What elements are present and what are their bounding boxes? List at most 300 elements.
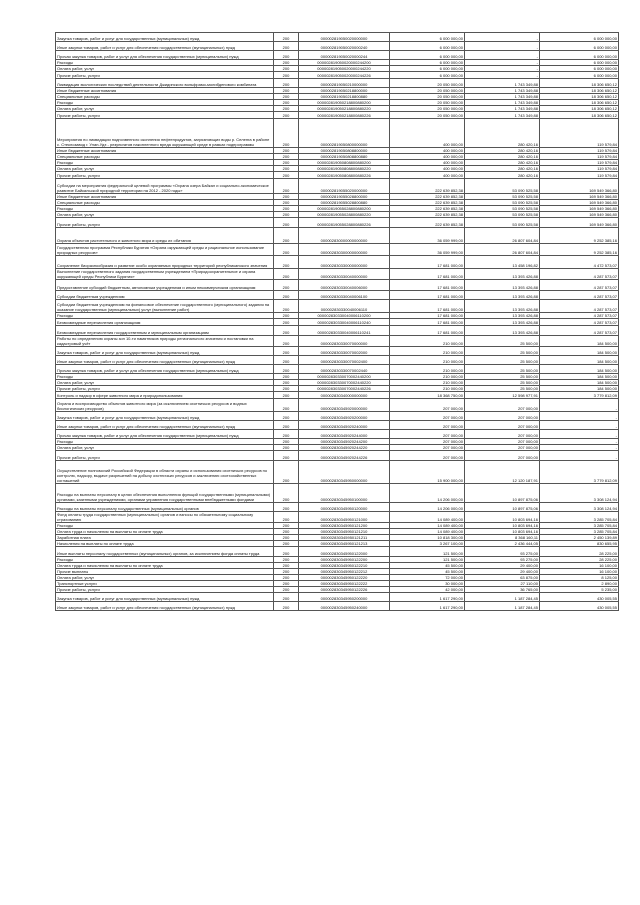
row-line-code: 200 (274, 347, 299, 356)
row-executed-amount: 13 393 426,88 (465, 319, 540, 326)
row-approved-amount: 45 500,00 (390, 569, 465, 575)
row-name: Субсидии бюджетным учреждениям (56, 291, 274, 300)
row-budget-classification-code: 000002819050020000240 (299, 42, 390, 51)
row-line-code: 200 (274, 392, 299, 399)
row-executed-amount: 25 500,00 (465, 356, 540, 365)
row-line-code: 200 (274, 72, 299, 79)
row-unexecuted-amount: 119 579,84 (540, 172, 619, 179)
row-approved-amount: 207 000,00 (390, 451, 465, 461)
row-line-code: 200 (274, 66, 299, 72)
row-unexecuted-amount: 4 472 573,07 (540, 256, 619, 269)
row-name: Прочие работы, услуги (56, 386, 274, 392)
row-budget-classification-code: 000002830330070000000 (299, 336, 390, 347)
row-line-code: 200 (274, 228, 299, 244)
row-line-code: 200 (274, 439, 299, 445)
row-line-code: 200 (274, 503, 299, 512)
row-executed-amount: 1 187 284,45 (465, 602, 540, 611)
row-approved-amount: 14 206 000,00 (390, 484, 465, 503)
row-line-code: 200 (274, 112, 299, 119)
row-line-code: 200 (274, 200, 299, 206)
row-line-code: 200 (274, 280, 299, 291)
row-executed-amount: 53 090 525,58 (465, 200, 540, 206)
row-unexecuted-amount: 169 549 366,80 (540, 179, 619, 194)
row-line-code: 200 (274, 326, 299, 336)
row-budget-classification-code: 000002819050800000000 (299, 119, 390, 148)
row-budget-classification-code: 000002819050210000000 (299, 79, 390, 88)
row-executed-amount: 53 090 525,58 (465, 218, 540, 228)
row-name: Иные закупки товаров, работ и услуг для обеспечения государственных (муниципальных) нужд (56, 42, 274, 51)
row-unexecuted-amount: 184 500,00 (540, 380, 619, 386)
row-executed-amount: - (465, 51, 540, 60)
row-approved-amount: 400 000,00 (390, 148, 465, 154)
row-line-code: 200 (274, 33, 299, 42)
row-budget-classification-code: 000002830345950122222 (299, 581, 390, 587)
row-budget-classification-code: 000002819055020000000 (299, 179, 390, 194)
table-row (56, 484, 619, 503)
row-line-code: 200 (274, 60, 299, 66)
row-line-code: 200 (274, 256, 299, 269)
row-budget-classification-code: 000002819050218800880220 (299, 106, 390, 112)
row-executed-amount: 1 743 349,88 (465, 106, 540, 112)
row-executed-amount: 13 393 426,88 (465, 280, 540, 291)
table-row (56, 412, 619, 421)
row-budget-classification-code: 000002830345950122226 (299, 587, 390, 593)
row-executed-amount: - (465, 72, 540, 79)
row-approved-amount: 14 089 400,00 (390, 512, 465, 523)
row-approved-amount: 6 000 000,00 (390, 72, 465, 79)
row-line-code: 200 (274, 313, 299, 319)
row-approved-amount: 400 000,00 (390, 119, 465, 148)
row-budget-classification-code: 000002830330000000000 (299, 256, 390, 269)
budget-report-sheet (55, 32, 617, 611)
row-executed-amount: 280 420,16 (465, 119, 540, 148)
row-name: Расходы (56, 313, 274, 319)
row-budget-classification-code: 000002819050218800880 (299, 94, 390, 100)
row-unexecuted-amount: 4 287 573,07 (540, 319, 619, 326)
row-unexecuted-amount: - (540, 451, 619, 461)
row-name: Закупка товаров, работ и услуг для государственных (муниципальных) нужд (56, 33, 274, 42)
row-line-code: 200 (274, 593, 299, 602)
row-approved-amount: 20 050 000,00 (390, 112, 465, 119)
row-name: Прочие работы, услуги (56, 451, 274, 461)
row-unexecuted-amount: 184 500,00 (540, 336, 619, 347)
row-approved-amount: 3 267 100,00 (390, 541, 465, 547)
row-approved-amount: 17 681 000,00 (390, 269, 465, 280)
table-row (56, 430, 619, 439)
row-name: Иные закупки товаров, работ и услуг для обеспечения государственных (муниципальных) нужд (56, 602, 274, 611)
table-row (56, 563, 619, 569)
row-name: Закупка товаров, работ и услуг для государственных (муниципальных) нужд (56, 412, 274, 421)
row-name: Фонд оплаты труда государственных (муниципальных) органов и взносы по обязательному социальному страхованию (56, 512, 274, 523)
row-name: Оплата труда и начисления на выплаты по оплате труда (56, 563, 274, 569)
row-line-code: 200 (274, 365, 299, 374)
row-budget-classification-code: 000002830345920240000 (299, 421, 390, 430)
row-name: Закупка товаров, работ и услуг для государственных (муниципальных) нужд (56, 593, 274, 602)
budget-execution-table (55, 32, 619, 611)
row-name: Иные бюджетные ассигнования (56, 148, 274, 154)
table-row (56, 512, 619, 523)
row-budget-classification-code: 000002830345950122210 (299, 563, 390, 569)
row-approved-amount: 210 000,00 (390, 380, 465, 386)
row-executed-amount: 10 803 694,16 (465, 512, 540, 523)
row-name: Мероприятия по ликвидации подпочвенного скопления нефтепродуктов, загрязняющих воды р. Селенга в районе с. Стеклозавод г. Улан-Удэ - результатов накопленного вреда окружающей среде в рамках подпрограммы (56, 119, 274, 148)
row-line-code: 200 (274, 119, 299, 148)
row-unexecuted-amount: 3 779 812,09 (540, 461, 619, 484)
row-unexecuted-amount: 184 500,00 (540, 386, 619, 392)
row-unexecuted-amount: 6 000 000,00 (540, 72, 619, 79)
table-row (56, 529, 619, 535)
row-executed-amount: 13 393 426,88 (465, 291, 540, 300)
table-row (56, 326, 619, 336)
row-line-code: 200 (274, 569, 299, 575)
table-row (56, 291, 619, 300)
row-unexecuted-amount: 18 306 650,12 (540, 79, 619, 88)
row-line-code: 200 (274, 269, 299, 280)
row-unexecuted-amount: 3 308 124,94 (540, 503, 619, 512)
row-executed-amount: 207 000,00 (465, 439, 540, 445)
row-unexecuted-amount: 4 287 573,07 (540, 280, 619, 291)
row-approved-amount: 400 000,00 (390, 172, 465, 179)
row-unexecuted-amount: - (540, 421, 619, 430)
row-line-code: 200 (274, 154, 299, 160)
row-unexecuted-amount: 4 287 573,07 (540, 300, 619, 313)
row-budget-classification-code: 000002830345950121210 (299, 529, 390, 535)
row-approved-amount: 17 681 000,00 (390, 291, 465, 300)
row-budget-classification-code: 000002830330070002440220 (299, 380, 390, 386)
row-executed-amount: 8 368 160,11 (465, 535, 540, 541)
row-executed-amount: 280 420,16 (465, 166, 540, 172)
table-row (56, 300, 619, 313)
row-unexecuted-amount: - (540, 399, 619, 412)
table-row (56, 119, 619, 148)
row-budget-classification-code: 000002819050020000244 (299, 51, 390, 60)
row-budget-classification-code: 000002830330070002440200 (299, 374, 390, 380)
row-unexecuted-amount: 830 655,95 (540, 541, 619, 547)
row-approved-amount: 6 000 000,00 (390, 60, 465, 66)
row-name: Расходы (56, 523, 274, 529)
row-unexecuted-amount: 430 005,55 (540, 602, 619, 611)
row-unexecuted-amount: 6 000 000,00 (540, 66, 619, 72)
row-line-code: 200 (274, 88, 299, 94)
row-executed-amount: 26 807 604,84 (465, 228, 540, 244)
row-budget-classification-code: 000002830330040006100 (299, 291, 390, 300)
row-unexecuted-amount: 430 005,55 (540, 593, 619, 602)
table-row (56, 79, 619, 88)
row-budget-classification-code: 000002830345950120000 (299, 503, 390, 512)
row-executed-amount: 25 500,00 (465, 374, 540, 380)
row-name: Заработная плата (56, 535, 274, 541)
row-unexecuted-amount: 119 579,84 (540, 148, 619, 154)
row-budget-classification-code: 000002830345950240000 (299, 602, 390, 611)
row-executed-amount: 12 598 977,91 (465, 392, 540, 399)
row-executed-amount: 2 436 444,05 (465, 541, 540, 547)
row-budget-classification-code: 000002830345950000000 (299, 461, 390, 484)
row-approved-amount: 207 000,00 (390, 421, 465, 430)
row-approved-amount: 400 000,00 (390, 154, 465, 160)
row-budget-classification-code: 000002830345950122000 (299, 547, 390, 557)
row-budget-classification-code: 000002819050020000000 (299, 33, 390, 42)
row-executed-amount: 280 420,16 (465, 154, 540, 160)
row-approved-amount: 20 050 000,00 (390, 88, 465, 94)
row-unexecuted-amount: 184 500,00 (540, 365, 619, 374)
row-line-code: 200 (274, 451, 299, 461)
row-approved-amount: 72 000,00 (390, 575, 465, 581)
row-executed-amount: 27 110,00 (465, 581, 540, 587)
row-name: Расходы (56, 374, 274, 380)
row-executed-amount: 26 807 604,84 (465, 244, 540, 256)
row-executed-amount: 93 275,00 (465, 557, 540, 563)
row-unexecuted-amount: - (540, 412, 619, 421)
row-approved-amount: 15 900 000,00 (390, 461, 465, 484)
row-unexecuted-amount: 18 306 650,12 (540, 100, 619, 106)
row-unexecuted-amount: 18 306 650,12 (540, 88, 619, 94)
row-name: Ликвидация экологических последствий деятельности Джидинского вольфрамо-молибденового комбината (56, 79, 274, 88)
row-approved-amount: 207 000,00 (390, 445, 465, 451)
row-line-code: 200 (274, 51, 299, 60)
table-row (56, 503, 619, 512)
table-row (56, 218, 619, 228)
row-approved-amount: 222 639 852,38 (390, 194, 465, 200)
row-name: Специальные расходы (56, 154, 274, 160)
row-name: Прочая закупка товаров, работ и услуг для обеспечения государственных (муниципальных) нужд (56, 51, 274, 60)
row-name: Транспортные услуги (56, 581, 274, 587)
row-line-code: 200 (274, 581, 299, 587)
row-budget-classification-code: 000002819055028800880226 (299, 218, 390, 228)
table-row (56, 547, 619, 557)
table-row (56, 244, 619, 256)
row-approved-amount: 1 617 290,00 (390, 602, 465, 611)
row-budget-classification-code: 000002819055028800000 (299, 194, 390, 200)
row-name: Закупка товаров, работ и услуг для государственных (муниципальных) нужд (56, 347, 274, 356)
table-row (56, 280, 619, 291)
row-approved-amount: 6 000 000,00 (390, 51, 465, 60)
row-executed-amount: 53 090 525,58 (465, 212, 540, 218)
row-line-code: 200 (274, 319, 299, 326)
row-budget-classification-code: 000002819050808800880 (299, 154, 390, 160)
row-budget-classification-code: 000002830330040006110240 (299, 319, 390, 326)
row-budget-classification-code: 000002830345920244200 (299, 439, 390, 445)
row-line-code: 200 (274, 484, 299, 503)
table-row (56, 228, 619, 244)
row-approved-amount: 210 000,00 (390, 386, 465, 392)
row-line-code: 200 (274, 244, 299, 256)
row-name: Прочие работы, услуги (56, 587, 274, 593)
row-unexecuted-amount: 184 500,00 (540, 374, 619, 380)
row-name: Расходы (56, 439, 274, 445)
row-unexecuted-amount: 169 549 366,80 (540, 200, 619, 206)
row-unexecuted-amount: 119 579,84 (540, 119, 619, 148)
row-approved-amount: 6 000 000,00 (390, 66, 465, 72)
table-row (56, 51, 619, 60)
row-budget-classification-code: 000002830345950121211 (299, 535, 390, 541)
table-row (56, 112, 619, 119)
row-budget-classification-code: 000002830345920000000 (299, 399, 390, 412)
row-name: Иные бюджетные ассигнования (56, 194, 274, 200)
table-row (56, 336, 619, 347)
row-line-code: 200 (274, 412, 299, 421)
row-line-code: 200 (274, 512, 299, 523)
row-line-code: 200 (274, 523, 299, 529)
row-budget-classification-code: 000002819055028800880200 (299, 206, 390, 212)
row-approved-amount: 210 000,00 (390, 356, 465, 365)
row-budget-classification-code: 000002830345950121000 (299, 512, 390, 523)
row-approved-amount: 210 000,00 (390, 365, 465, 374)
row-unexecuted-amount: 18 306 650,12 (540, 94, 619, 100)
row-name: Сохранение биоразнообразия и развитие особо охраняемых природных территорий республиканского значения (56, 256, 274, 269)
row-unexecuted-amount: 18 306 650,12 (540, 112, 619, 119)
row-executed-amount: 207 000,00 (465, 412, 540, 421)
row-line-code: 200 (274, 172, 299, 179)
row-budget-classification-code: 000002830330040006110 (299, 300, 390, 313)
row-approved-amount: 36 059 999,00 (390, 228, 465, 244)
row-executed-amount: 53 090 525,58 (465, 206, 540, 212)
row-executed-amount: 207 000,00 (465, 421, 540, 430)
row-executed-amount: 25 500,00 (465, 336, 540, 347)
row-approved-amount: 400 000,00 (390, 166, 465, 172)
row-executed-amount: 25 500,00 (465, 386, 540, 392)
table-row (56, 319, 619, 326)
row-approved-amount: 20 050 000,00 (390, 106, 465, 112)
row-line-code: 200 (274, 206, 299, 212)
row-name: Контроль и надзор в сфере животного мира и природопользования (56, 392, 274, 399)
row-name: Оплата работ, услуг (56, 166, 274, 172)
row-approved-amount: 17 681 000,00 (390, 280, 465, 291)
row-budget-classification-code: 000002819055028800880 (299, 200, 390, 206)
row-budget-classification-code: 000002830345950121200 (299, 523, 390, 529)
row-approved-amount: 17 681 000,00 (390, 300, 465, 313)
table-row (56, 256, 619, 269)
row-unexecuted-amount: 9 252 385,16 (540, 244, 619, 256)
row-line-code: 200 (274, 212, 299, 218)
row-unexecuted-amount: 6 000 000,00 (540, 42, 619, 51)
row-approved-amount: 210 000,00 (390, 336, 465, 347)
row-unexecuted-amount: 119 579,84 (540, 160, 619, 166)
row-executed-amount: 280 420,16 (465, 148, 540, 154)
row-budget-classification-code: 000002830330040000000 (299, 269, 390, 280)
row-unexecuted-amount: 18 306 650,12 (540, 106, 619, 112)
row-budget-classification-code: 000002819050020000244220 (299, 66, 390, 72)
row-approved-amount: 222 639 852,38 (390, 179, 465, 194)
row-unexecuted-amount: 28 225,00 (540, 557, 619, 563)
row-budget-classification-code: 000002819050020000244226 (299, 72, 390, 79)
row-approved-amount: 20 050 000,00 (390, 94, 465, 100)
row-budget-classification-code: 000002819050808800000 (299, 148, 390, 154)
table-row (56, 365, 619, 374)
row-line-code: 200 (274, 194, 299, 200)
row-name: Расходы (56, 160, 274, 166)
row-executed-amount: 13 393 426,88 (465, 313, 540, 319)
row-line-code: 200 (274, 291, 299, 300)
row-approved-amount: 207 000,00 (390, 439, 465, 445)
row-name: Субсидии на мероприятия федеральной целевой программы «Охрана озера Байкал и социально-экономическое развитие Байкальской природной территории на 2012 - 2020 годы» (56, 179, 274, 194)
row-approved-amount: 6 000 000,00 (390, 33, 465, 42)
row-approved-amount: 20 050 000,00 (390, 100, 465, 106)
row-unexecuted-amount: - (540, 430, 619, 439)
row-budget-classification-code: 000002830330040006110241 (299, 326, 390, 336)
row-unexecuted-amount: 9 252 385,16 (540, 228, 619, 244)
row-line-code: 200 (274, 42, 299, 51)
row-line-code: 200 (274, 547, 299, 557)
row-line-code: 200 (274, 557, 299, 563)
row-approved-amount: 222 639 852,38 (390, 206, 465, 212)
row-executed-amount: 63 875,00 (465, 575, 540, 581)
row-line-code: 200 (274, 336, 299, 347)
row-name: Оплата труда и начисления на выплаты по оплате труда (56, 529, 274, 535)
row-unexecuted-amount: 16 100,00 (540, 563, 619, 569)
row-executed-amount: 1 743 349,88 (465, 100, 540, 106)
row-approved-amount: 1 617 290,00 (390, 593, 465, 602)
row-approved-amount: 6 000 000,00 (390, 42, 465, 51)
row-line-code: 200 (274, 356, 299, 365)
table-row (56, 269, 619, 280)
row-unexecuted-amount: 119 579,84 (540, 154, 619, 160)
row-budget-classification-code: 000002830345950100000 (299, 484, 390, 503)
row-name: Осуществление полномочий Российской Федерации в области охраны и использования охотничьих ресурсов по контролю, надзору, выдаче разрешений на добычу охотничьих ресурсов и заключению охотхозяйственных соглашений (56, 461, 274, 484)
row-unexecuted-amount: 6 000 000,00 (540, 60, 619, 66)
row-name: Иные бюджетные ассигнования (56, 88, 274, 94)
row-approved-amount: 222 639 852,38 (390, 218, 465, 228)
row-unexecuted-amount: 184 500,00 (540, 356, 619, 365)
row-name: Специальные расходы (56, 94, 274, 100)
row-line-code: 200 (274, 100, 299, 106)
row-unexecuted-amount: 3 285 705,84 (540, 512, 619, 523)
row-budget-classification-code: 000002819050020000244200 (299, 60, 390, 66)
row-line-code: 200 (274, 386, 299, 392)
row-name: Прочие работы, услуги (56, 112, 274, 119)
row-executed-amount: 53 090 525,58 (465, 179, 540, 194)
row-name: Безвозмездные перечисления государственным и муниципальным организациям (56, 326, 274, 336)
row-approved-amount: 210 000,00 (390, 374, 465, 380)
row-executed-amount: - (465, 66, 540, 72)
row-unexecuted-amount: 169 549 366,80 (540, 194, 619, 200)
row-executed-amount: 25 500,00 (465, 347, 540, 356)
row-name: Субсидии бюджетным учреждениям на финансовое обеспечение государственного (муниципального) задания на оказание государственных (муниципальных) услуг (выполнение работ) (56, 300, 274, 313)
row-executed-amount: 207 000,00 (465, 451, 540, 461)
row-name: Прочие выплаты (56, 569, 274, 575)
row-name: Прочие работы, услуги (56, 172, 274, 179)
row-name: Расходы на выплаты персоналу государственных (муниципальных) органов (56, 503, 274, 512)
row-approved-amount: 30 000,00 (390, 581, 465, 587)
row-line-code: 200 (274, 602, 299, 611)
row-budget-classification-code: 000002830330070002440226 (299, 386, 390, 392)
row-unexecuted-amount: 5 235,00 (540, 587, 619, 593)
row-approved-amount: 222 639 852,38 (390, 200, 465, 206)
row-line-code: 200 (274, 529, 299, 535)
row-budget-classification-code: 000002830000000000000 (299, 228, 390, 244)
row-approved-amount: 400 000,00 (390, 160, 465, 166)
row-executed-amount: 13 393 426,88 (465, 326, 540, 336)
row-executed-amount: 1 743 349,88 (465, 112, 540, 119)
table-row (56, 72, 619, 79)
row-executed-amount: 1 743 349,88 (465, 94, 540, 100)
table-row (56, 421, 619, 430)
row-executed-amount: 280 420,16 (465, 172, 540, 179)
row-approved-amount: 45 500,00 (390, 563, 465, 569)
row-line-code: 200 (274, 461, 299, 484)
row-line-code: 200 (274, 300, 299, 313)
row-budget-classification-code: 000002819050808800880200 (299, 160, 390, 166)
row-unexecuted-amount: 28 225,00 (540, 547, 619, 557)
row-line-code: 200 (274, 380, 299, 386)
row-budget-classification-code: 000002830345920200000 (299, 412, 390, 421)
row-unexecuted-amount: 6 000 000,00 (540, 33, 619, 42)
row-unexecuted-amount: 3 285 705,84 (540, 529, 619, 535)
row-executed-amount: 10 897 875,06 (465, 484, 540, 503)
row-budget-classification-code: 000002830300000000000 (299, 244, 390, 256)
row-budget-classification-code: 000002819050218800000 (299, 88, 390, 94)
row-name: Охрана и воспроизводство объектов животного мира (за исключением охотничьих ресурсов и водных биологических ресурсов) (56, 399, 274, 412)
row-executed-amount: - (465, 42, 540, 51)
